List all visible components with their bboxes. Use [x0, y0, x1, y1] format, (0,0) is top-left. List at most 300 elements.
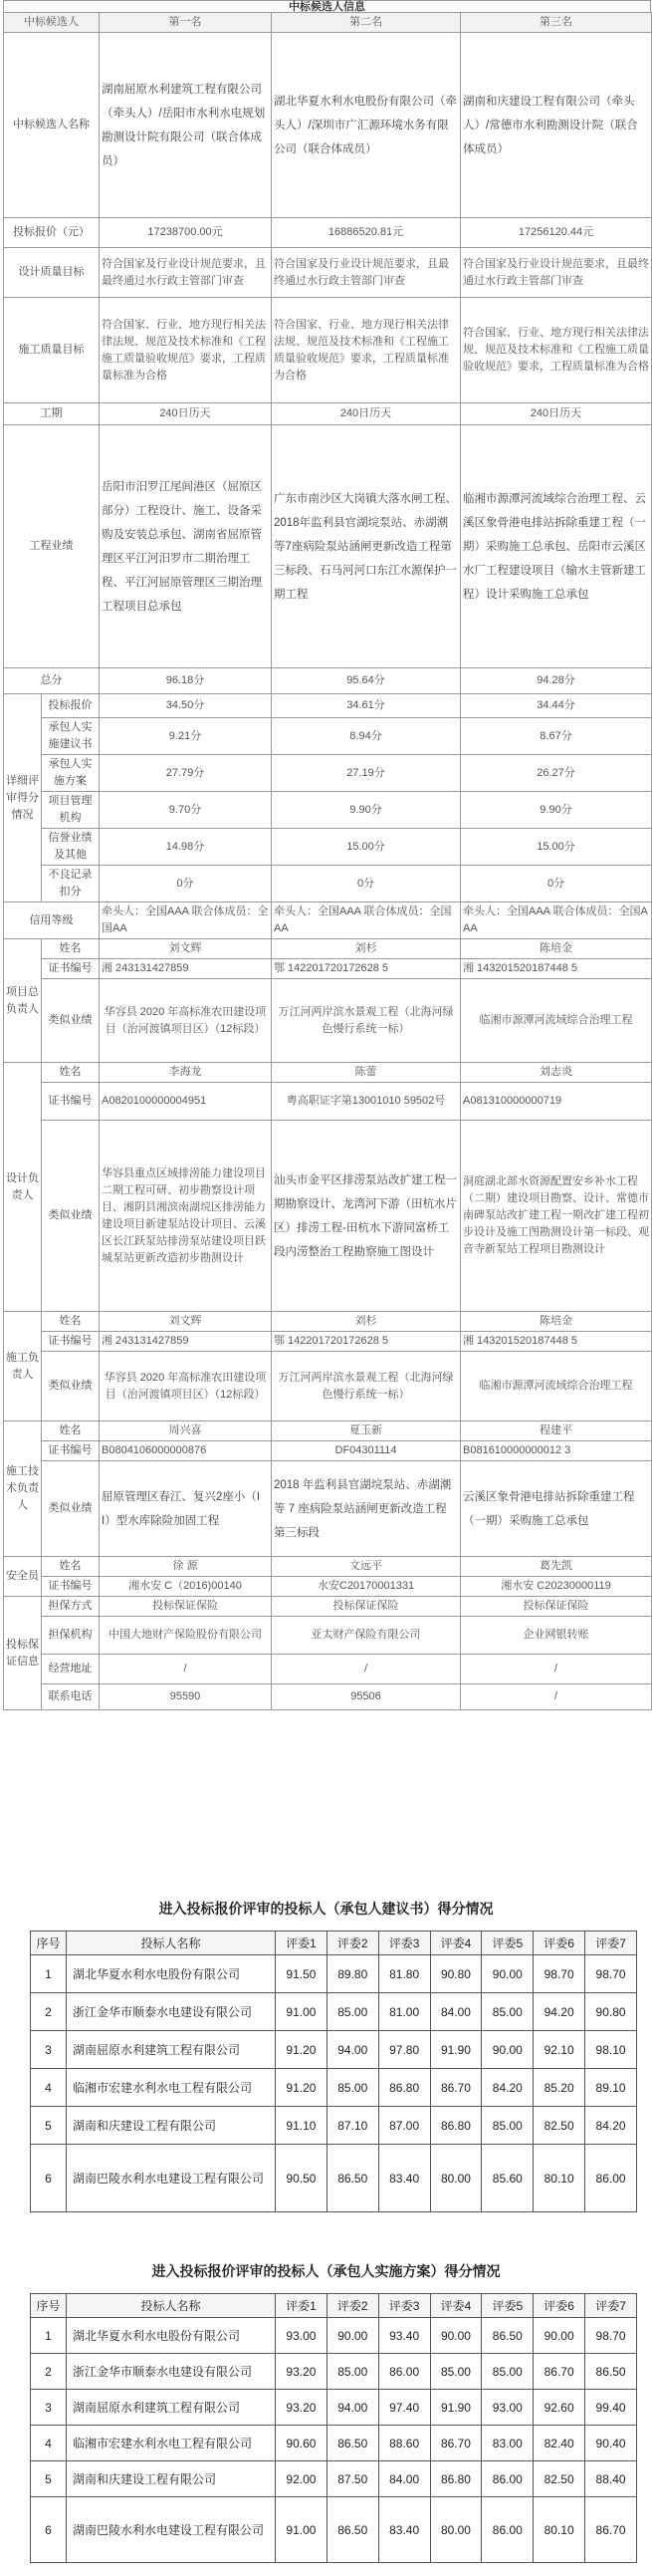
header-candidate: 中标候选人 [4, 13, 100, 33]
detail-item-label: 不良记录扣分 [42, 866, 100, 902]
table-row [31, 2426, 637, 2461]
designer-cert-label: 证书编号 [42, 1083, 100, 1121]
credit-label: 信用等级 [4, 902, 100, 939]
score-cell: 86.00 [482, 2497, 534, 2563]
score-cell: 90.00 [326, 2318, 378, 2354]
score-header: 评委7 [585, 2294, 637, 2318]
detail-row [4, 755, 652, 792]
score-cell: 85.00 [326, 2354, 378, 2390]
construct-cert-2: 鄂 142201720172628 5 [272, 1332, 461, 1352]
detail-item-label: 投标报价 [42, 694, 100, 718]
pm-cert-3: 湘 143201520187448 5 [461, 959, 652, 979]
score-cell: 87.50 [326, 2461, 378, 2497]
score-cell: 86.80 [430, 2107, 482, 2145]
candidate-table [3, 12, 652, 1710]
construct-cert-1: 湘 243131427859 [100, 1332, 272, 1352]
table-row [31, 1955, 637, 1993]
score-table-1-title: 进入投标报价评审的投标人（承包人建议书）得分情况 [158, 1902, 494, 1918]
designer-cert-3: A081310000000719 [461, 1083, 652, 1121]
duration-label: 工期 [4, 403, 100, 425]
guarantee-value: / [461, 1655, 652, 1684]
score-cell: 86.70 [585, 2497, 637, 2563]
row-number: 1 [31, 2318, 67, 2354]
row-number: 6 [31, 2497, 67, 2563]
score-header: 序号 [31, 2294, 67, 2318]
performance-1: 岳阳市汨罗江尾闾港区（屈原区部分）工程设计、施工、设备采购及安装总承包、湖南省屈原管理区平江河汨罗市二期治理工程、平江河屈原管理区三期治理工程项目总承包 [100, 425, 272, 668]
pm-name-label: 姓名 [42, 939, 100, 959]
detail-item-label: 项目管理机构 [42, 792, 100, 829]
tech-perf-1: 屈原管理区春江、复兴2座小（II）型水库除险加固工程 [100, 1461, 272, 1557]
score-cell: 84.20 [585, 2107, 637, 2145]
designer-cert-1: A0820100000004951 [100, 1083, 272, 1121]
row-number: 6 [31, 2145, 67, 2212]
score-header: 投标人名称 [67, 1932, 276, 1955]
row-number: 5 [31, 2461, 67, 2497]
detail-value: 34.50分 [100, 694, 272, 718]
guarantee-value: 亚太财产保险有限公司 [272, 1617, 461, 1655]
pm-name-1: 刘文辉 [100, 939, 272, 959]
score-cell: 86.00 [378, 2354, 430, 2390]
score-header: 评委5 [482, 2294, 534, 2318]
score-cell: 86.70 [534, 2354, 585, 2390]
safety-name-3: 葛先凯 [461, 1557, 652, 1577]
score-cell: 92.60 [534, 2390, 585, 2426]
bidder-name-2: 湖北华夏水利水电股份有限公司（牵头人）/深圳市广汇源环境水务有限公司（联合体成员） [272, 33, 461, 218]
bidder-name: 湖南和庆建设工程有限公司 [67, 2107, 276, 2145]
row-number: 2 [31, 1993, 67, 2031]
safety-cert-label: 证书编号 [42, 1577, 100, 1597]
header-rank-1: 第一名 [100, 13, 272, 33]
candidate-info-section [3, 0, 651, 1710]
pm-perf-2: 万江河两岸滨水景观工程（北海河绿色慢行系统一标） [272, 979, 461, 1063]
detail-value: 8.67分 [461, 718, 652, 755]
price-3: 17256120.44元 [461, 218, 652, 248]
construct-perf-2: 万江河两岸滨水景观工程（北海河绿色慢行系统一标） [272, 1352, 461, 1421]
table-row [31, 2354, 637, 2390]
bidder-name: 浙江金华市顺泰水电建设有限公司 [67, 1993, 276, 2031]
score-cell: 85.20 [534, 2069, 585, 2107]
tech-name-2: 夏玉新 [272, 1421, 461, 1441]
row-number: 2 [31, 2354, 67, 2390]
score-cell: 91.50 [276, 1955, 327, 1993]
designer-label: 设计负责人 [4, 1063, 42, 1312]
pm-cert-2: 鄂 142201720172628 5 [272, 959, 461, 979]
guarantee-value: 95506 [272, 1684, 461, 1710]
safety-name-1: 徐 源 [100, 1557, 272, 1577]
pm-label: 项目总负责人 [4, 939, 42, 1063]
score-cell: 88.60 [378, 2426, 430, 2461]
section-title: 中标候选人信息 [3, 0, 651, 12]
total-3: 94.28分 [461, 668, 652, 694]
duration-row [4, 403, 652, 425]
pm-perf-row [4, 979, 652, 1063]
score-table-1 [30, 1931, 637, 2212]
row-number: 5 [31, 2107, 67, 2145]
score-header: 评委1 [276, 2294, 327, 2318]
detail-value: 26.27分 [461, 755, 652, 792]
safety-cert-3: 湘水安 C20230000119 [461, 1577, 652, 1597]
row-number: 3 [31, 2390, 67, 2426]
detail-row [4, 792, 652, 829]
score-cell: 89.10 [585, 2069, 637, 2107]
score-cell: 90.00 [534, 2318, 585, 2354]
designer-name-3: 刘志炎 [461, 1063, 652, 1083]
construct-name-2: 刘杉 [272, 1312, 461, 1332]
tech-name-row [4, 1421, 652, 1441]
pm-name-row [4, 939, 652, 959]
bidder-name: 浙江金华市顺泰水电建设有限公司 [67, 2354, 276, 2390]
pm-perf-1: 华容县 2020 年高标准农田建设项目（治河渡镇项目区）（12标段） [100, 979, 272, 1063]
header-row [4, 13, 652, 33]
guarantee-value: 企业网银转账 [461, 1617, 652, 1655]
construction-quality-row [4, 298, 652, 403]
score-cell: 98.10 [585, 2031, 637, 2069]
guarantee-item-label: 担保方式 [42, 1597, 100, 1617]
pm-perf-label: 类似业绩 [42, 979, 100, 1063]
pm-cert-label: 证书编号 [42, 959, 100, 979]
score-cell: 83.00 [482, 2426, 534, 2461]
table-row [31, 2145, 637, 2212]
guarantee-value: 投标保证保险 [272, 1597, 461, 1617]
tech-cert-label: 证书编号 [42, 1441, 100, 1461]
designer-name-2: 陈蕾 [272, 1063, 461, 1083]
score-cell: 83.40 [378, 2145, 430, 2212]
score-cell: 86.80 [378, 2069, 430, 2107]
design-quality-label: 设计质量目标 [4, 248, 100, 298]
construct-name-1: 刘文辉 [100, 1312, 272, 1332]
tech-perf-2: 2018 年监利县官湖垸泵站、赤湖潮等 7 座病险泵站涵闸更新改造工程第三标段 [272, 1461, 461, 1557]
guarantee-value: / [461, 1684, 652, 1710]
construct-name-row [4, 1312, 652, 1332]
detail-value: 0分 [272, 866, 461, 902]
detail-row [4, 718, 652, 755]
score-cell: 91.20 [276, 2031, 327, 2069]
score-header: 评委6 [534, 1932, 585, 1955]
safety-name-row [4, 1557, 652, 1577]
detail-value: 9.21分 [100, 718, 272, 755]
designer-name-1: 李海龙 [100, 1063, 272, 1083]
credit-row [4, 902, 652, 939]
detail-row [4, 866, 652, 902]
table-row [31, 1993, 637, 2031]
score-cell: 90.50 [276, 2145, 327, 2212]
score-table-2 [30, 2293, 637, 2563]
score-cell: 93.40 [378, 2318, 430, 2354]
safety-cert-2: 水安C20170001331 [272, 1577, 461, 1597]
score-header: 评委2 [326, 2294, 378, 2318]
header-rank-2: 第二名 [272, 13, 461, 33]
score-cell: 98.70 [585, 2318, 637, 2354]
score-cell: 80.00 [430, 2497, 482, 2563]
score-cell: 85.00 [482, 2354, 534, 2390]
guarantee-value: 投标保证保险 [461, 1597, 652, 1617]
detail-value: 0分 [100, 866, 272, 902]
designer-name-label: 姓名 [42, 1063, 100, 1083]
score-cell: 90.00 [482, 1955, 534, 1993]
score-cell: 87.10 [326, 2107, 378, 2145]
construction-quality-2: 符合国家、行业、地方现行相关法律法规、规范及技术标准和《工程施工质量验收规范》要求，工程质量标准为合格 [272, 298, 461, 403]
credit-3: 牵头人：全国AAA 联合体成员：全国AAA [461, 902, 652, 939]
score-cell: 86.50 [585, 2354, 637, 2390]
total-2: 95.64分 [272, 668, 461, 694]
score-header: 评委1 [276, 1932, 327, 1955]
tech-name-label: 姓名 [42, 1421, 100, 1441]
detail-value: 14.98分 [100, 829, 272, 866]
score-cell: 93.20 [276, 2354, 327, 2390]
score-cell: 81.00 [378, 1993, 430, 2031]
score-cell: 94.00 [326, 2031, 378, 2069]
pm-perf-3: 临湘市源潭河流域综合治理工程 [461, 979, 652, 1063]
tech-perf-label: 类似业绩 [42, 1461, 100, 1557]
construction-quality-1: 符合国家、行业、地方现行相关法律法规、规范及技术标准和《工程施工质量验收规范》要求，工程质量标准为合格 [100, 298, 272, 403]
score-cell: 89.80 [326, 1955, 378, 1993]
score-cell: 98.70 [534, 1955, 585, 1993]
bidder-name: 湖南屈原水利建筑工程有限公司 [67, 2390, 276, 2426]
total-1: 96.18分 [100, 668, 272, 694]
design-quality-row [4, 248, 652, 298]
score-cell: 85.00 [326, 2069, 378, 2107]
score-header: 评委6 [534, 2294, 585, 2318]
detail-value: 34.44分 [461, 694, 652, 718]
bidder-name-1: 湖南屈原水利建筑工程有限公司（牵头人）/岳阳市水利水电规划勘测设计院有限公司（联合体成员） [100, 33, 272, 218]
score-cell: 86.00 [585, 2145, 637, 2212]
score-cell: 91.90 [430, 2031, 482, 2069]
construct-cert-row [4, 1332, 652, 1352]
score-cell: 94.20 [534, 1993, 585, 2031]
score-cell: 82.50 [534, 2107, 585, 2145]
performance-label: 工程业绩 [4, 425, 100, 668]
score-cell: 85.00 [430, 2354, 482, 2390]
performance-row [4, 425, 652, 668]
score-cell: 90.00 [482, 2031, 534, 2069]
price-2: 16886520.81元 [272, 218, 461, 248]
score-header: 投标人名称 [67, 2294, 276, 2318]
bidder-name-3: 湖南和庆建设工程有限公司（牵头人）/常德市水利勘测设计院（联合体成员） [461, 33, 652, 218]
construct-name-label: 姓名 [42, 1312, 100, 1332]
detail-value: 8.94分 [272, 718, 461, 755]
performance-2: 广东市南沙区大岗镇大落水闸工程、2018年监利县官湖垸泵站、赤湖潮等7座病险泵站涵闸更新改造工程第三标段、石马河河口东江水源保护一期工程 [272, 425, 461, 668]
score-cell: 92.10 [534, 2031, 585, 2069]
score-header: 评委2 [326, 1932, 378, 1955]
credit-1: 牵头人：全国AAA 联合体成员：全国AA [100, 902, 272, 939]
duration-2: 240日历天 [272, 403, 461, 425]
designer-cert-2: 粤高职证字第13001010 59502号 [272, 1083, 461, 1121]
duration-3: 240日历天 [461, 403, 652, 425]
credit-2: 牵头人：全国AAA 联合体成员：全国AA [272, 902, 461, 939]
score-cell: 81.80 [378, 1955, 430, 1993]
construct-perf-label: 类似业绩 [42, 1352, 100, 1421]
detail-item-label: 信誉业绩及其他 [42, 829, 100, 866]
bidder-name: 湖北华夏水利水电股份有限公司 [67, 2318, 276, 2354]
detail-value: 27.79分 [100, 755, 272, 792]
score-cell: 86.50 [326, 2426, 378, 2461]
score-header: 评委7 [585, 1932, 637, 1955]
tech-cert-1: B0804106000000876 [100, 1441, 272, 1461]
score-header: 序号 [31, 1932, 67, 1955]
score-header-row [31, 1932, 637, 1955]
guarantee-item-label: 联系电话 [42, 1684, 100, 1710]
designer-perf-2: 汕头市金平区排涝泵站改扩建工程一期勘察设计、龙湾河下游（田杭水片区）排涝工程-田杭水下游同富桥工段内涝整治工程勘察施工图设计 [272, 1121, 461, 1312]
score-cell: 92.00 [276, 2461, 327, 2497]
detail-row [4, 694, 652, 718]
construction-quality-3: 符合国家、行业、地方现行相关法律法规、规范及技术标准和《工程施工质量验收规范》要求，工程质量标准为合格 [461, 298, 652, 403]
construct-cert-label: 证书编号 [42, 1332, 100, 1352]
price-row [4, 218, 652, 248]
guarantee-value: 95590 [100, 1684, 272, 1710]
score-cell: 91.00 [276, 1993, 327, 2031]
score-cell: 91.00 [276, 2497, 327, 2563]
price-label: 投标报价（元） [4, 218, 100, 248]
tech-cert-row [4, 1441, 652, 1461]
guarantee-value: 投标保证保险 [100, 1597, 272, 1617]
score-cell: 90.80 [585, 1993, 637, 2031]
score-cell: 94.00 [326, 2390, 378, 2426]
score-cell: 91.90 [430, 2390, 482, 2426]
designer-perf-row [4, 1121, 652, 1312]
guarantee-value: 中国大地财产保险股份有限公司 [100, 1617, 272, 1655]
table-row [31, 2107, 637, 2145]
table-row [31, 2497, 637, 2563]
score-cell: 83.40 [378, 2497, 430, 2563]
score-cell: 86.80 [430, 2461, 482, 2497]
score-cell: 90.80 [430, 1955, 482, 1993]
price-1: 17238700.00元 [100, 218, 272, 248]
design-quality-1: 符合国家及行业设计规范要求，且最终通过水行政主管部门审查 [100, 248, 272, 298]
row-number: 1 [31, 1955, 67, 1993]
score-header: 评委4 [430, 1932, 482, 1955]
designer-perf-label: 类似业绩 [42, 1121, 100, 1312]
score-cell: 91.20 [276, 2069, 327, 2107]
score-cell: 85.00 [326, 1993, 378, 2031]
detail-item-label: 承包人实施方案 [42, 755, 100, 792]
construct-perf-row [4, 1352, 652, 1421]
guarantee-value: / [100, 1655, 272, 1684]
score-cell: 80.10 [534, 2497, 585, 2563]
score-cell: 86.50 [326, 2497, 378, 2563]
detail-value: 27.19分 [272, 755, 461, 792]
header-rank-3: 第三名 [461, 13, 652, 33]
pm-cert-1: 湘 243131427859 [100, 959, 272, 979]
construct-label: 施工负责人 [4, 1312, 42, 1421]
score-cell: 91.10 [276, 2107, 327, 2145]
score-header-row [31, 2294, 637, 2318]
safety-cert-1: 湘水安 C（2016)00140 [100, 1577, 272, 1597]
tech-perf-3: 云溪区象骨港电排站拆除重建工程（一期）采购施工总承包 [461, 1461, 652, 1557]
total-label: 总分 [4, 668, 100, 694]
guarantee-value: / [272, 1655, 461, 1684]
score-cell: 93.20 [276, 2390, 327, 2426]
design-quality-3: 符合国家及行业设计规范要求，且最终通过水行政主管部门审查 [461, 248, 652, 298]
score-header: 评委3 [378, 1932, 430, 1955]
score-cell: 82.50 [534, 2461, 585, 2497]
construction-quality-label: 施工质量目标 [4, 298, 100, 403]
score-cell: 90.00 [430, 2318, 482, 2354]
bidder-name: 临湘市宏建水利水电工程有限公司 [67, 2426, 276, 2461]
guarantee-row [4, 1684, 652, 1710]
table-row [31, 2069, 637, 2107]
score-table-2-title: 进入投标报价评审的投标人（承包人实施方案）得分情况 [151, 2264, 501, 2280]
detail-value: 9.90分 [461, 792, 652, 829]
guarantee-item-label: 担保机构 [42, 1617, 100, 1655]
score-cell: 90.60 [276, 2426, 327, 2461]
duration-1: 240日历天 [100, 403, 272, 425]
bidder-name: 湖南屈原水利建筑工程有限公司 [67, 2031, 276, 2069]
score-header: 评委4 [430, 2294, 482, 2318]
score-cell: 85.00 [482, 2107, 534, 2145]
designer-name-row [4, 1063, 652, 1083]
score-cell: 82.40 [534, 2426, 585, 2461]
score-cell: 85.00 [482, 1993, 534, 2031]
pm-name-3: 陈培金 [461, 939, 652, 959]
safety-name-label: 姓名 [42, 1557, 100, 1577]
bidder-name: 湖南巴陵水利水电建设工程有限公司 [67, 2497, 276, 2563]
score-cell: 93.00 [276, 2318, 327, 2354]
row-number: 4 [31, 2069, 67, 2107]
construct-perf-1: 华容县 2020 年高标准农田建设项目（治河渡镇项目区）（12标段） [100, 1352, 272, 1421]
guarantee-row [4, 1617, 652, 1655]
score-cell: 86.70 [430, 2426, 482, 2461]
tech-cert-3: B081610000000012 3 [461, 1441, 652, 1461]
bidder-name: 湖北华夏水利水电股份有限公司 [67, 1955, 276, 1993]
safety-name-2: 文远平 [272, 1557, 461, 1577]
design-quality-2: 符合国家及行业设计规范要求，且最终通过水行政主管部门审查 [272, 248, 461, 298]
construct-name-3: 陈培金 [461, 1312, 652, 1332]
score-cell: 84.00 [378, 2461, 430, 2497]
detail-value: 0分 [461, 866, 652, 902]
table-row [31, 2390, 637, 2426]
guarantee-item-label: 经营地址 [42, 1655, 100, 1684]
score-cell: 85.60 [482, 2145, 534, 2212]
guarantee-row [4, 1597, 652, 1617]
bidder-name: 临湘市宏建水利水电工程有限公司 [67, 2069, 276, 2107]
detail-item-label: 承包人实施建议书 [42, 718, 100, 755]
construct-perf-3: 临湘市源潭河流域综合治理工程 [461, 1352, 652, 1421]
score-cell: 86.70 [430, 2069, 482, 2107]
bidder-name: 湖南巴陵水利水电建设工程有限公司 [67, 2145, 276, 2212]
tech-label: 施工技术负责人 [4, 1421, 42, 1557]
designer-perf-3: 洞庭湖北部水资源配置安乡补水工程（二期）建设项目勘察、设计、常德市南碑泵站改扩建工程一期改扩建工程初步设计及施工图勘测设计第一标段、观音寺新泵站工程项目勘测设计 [461, 1121, 652, 1312]
total-row [4, 668, 652, 694]
tech-cert-2: DF04301114 [272, 1441, 461, 1461]
table-row [31, 2318, 637, 2354]
detail-value: 34.61分 [272, 694, 461, 718]
performance-3: 临湘市源潭河流域综合治理工程、云溪区象骨港电排站拆除重建工程（一期）采购施工总承包、岳阳市云溪区水厂工程建设项目（输水主管新建工程）设计采购施工总承包 [461, 425, 652, 668]
score-cell: 86.00 [482, 2461, 534, 2497]
score-cell: 86.50 [482, 2318, 534, 2354]
pm-cert-row [4, 959, 652, 979]
safety-cert-row [4, 1577, 652, 1597]
tech-name-1: 周兴喜 [100, 1421, 272, 1441]
score-cell: 80.00 [430, 2145, 482, 2212]
score-cell: 80.10 [534, 2145, 585, 2212]
score-cell: 87.00 [378, 2107, 430, 2145]
table-row [31, 2031, 637, 2069]
table-row [31, 2461, 637, 2497]
pm-name-2: 刘杉 [272, 939, 461, 959]
detail-value: 9.90分 [272, 792, 461, 829]
score-cell: 97.40 [378, 2390, 430, 2426]
score-header: 评委5 [482, 1932, 534, 1955]
guarantee-row [4, 1655, 652, 1684]
score-cell: 97.80 [378, 2031, 430, 2069]
detail-row [4, 829, 652, 866]
score-cell: 88.40 [585, 2461, 637, 2497]
detail-label: 详细评审得分情况 [4, 694, 42, 902]
tech-perf-row [4, 1461, 652, 1557]
detail-value: 15.00分 [272, 829, 461, 866]
score-header: 评委3 [378, 2294, 430, 2318]
score-cell: 90.40 [585, 2426, 637, 2461]
